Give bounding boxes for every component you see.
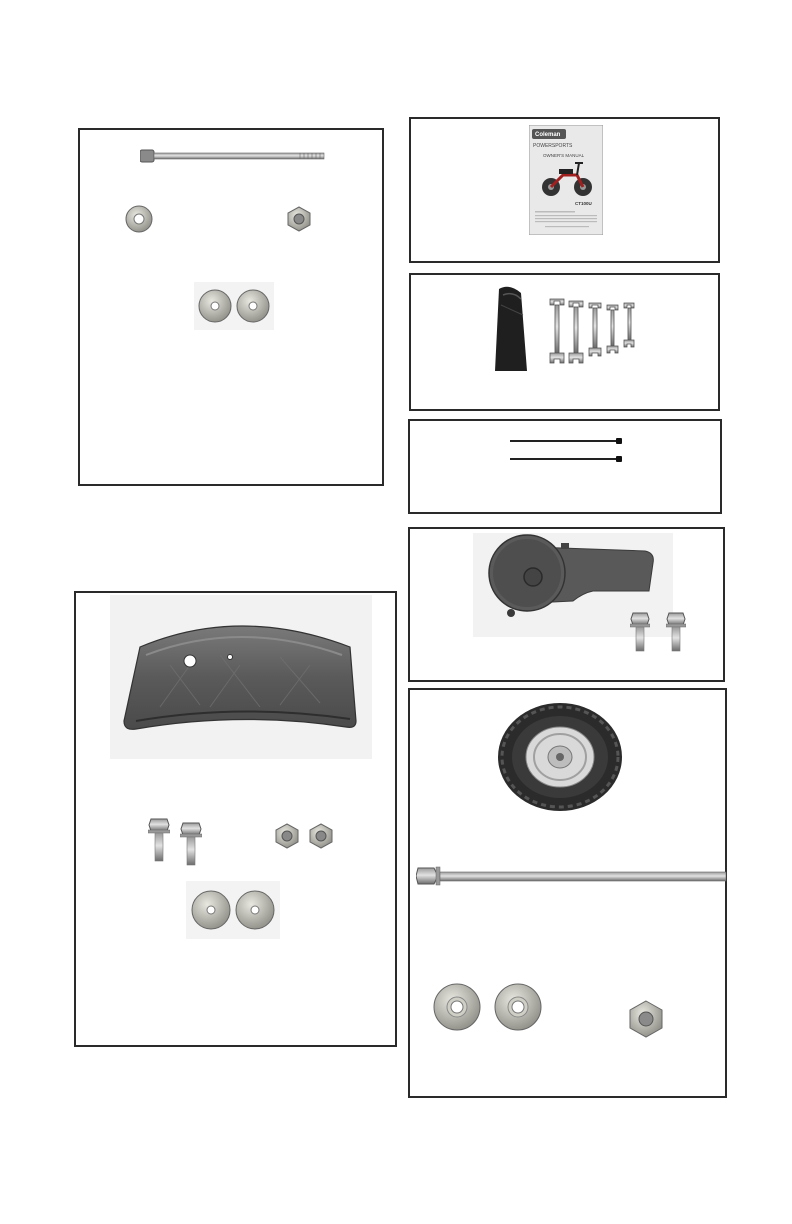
wheel-icon	[496, 702, 624, 812]
front-fender-icon	[110, 595, 372, 759]
panel-owners-manual	[409, 117, 720, 263]
nut-icon	[286, 206, 312, 232]
manual-title-text: OWNER'S MANUAL	[543, 153, 585, 158]
panel-front-fender-kit	[74, 591, 397, 1047]
panel-chain-guard-kit	[408, 527, 725, 682]
manual-brand-text: Coleman	[535, 132, 561, 138]
panel-rear-wheel-kit	[408, 688, 727, 1098]
nut-icon	[274, 823, 300, 849]
panel-cable-ties	[408, 419, 722, 514]
washer-pair	[194, 282, 274, 330]
nut-icon	[628, 1000, 664, 1038]
nut-icon	[308, 823, 334, 849]
flange-bolt-icon	[630, 609, 650, 653]
wrench-icon	[569, 301, 583, 363]
cable-tie-icon	[510, 455, 626, 463]
axle-bolt-icon	[416, 864, 728, 888]
spacer-icon	[124, 204, 154, 234]
panel-tool-kit	[409, 273, 720, 411]
wrench-icon	[624, 303, 634, 347]
wrench-set	[547, 297, 639, 367]
manual-model-text: CT100U	[575, 201, 592, 206]
washer-pair	[432, 982, 552, 1032]
flange-bolt-icon	[180, 819, 202, 867]
owners-manual-booklet	[529, 125, 603, 235]
flange-bolt-icon	[666, 609, 686, 653]
wrench-icon	[550, 299, 564, 363]
panel-front-axle-kit	[78, 128, 384, 486]
wrench-icon	[607, 305, 618, 353]
cable-tie-icon	[510, 437, 626, 445]
manual-line-text: POWERSPORTS	[533, 143, 573, 149]
flange-bolt-icon	[148, 815, 170, 863]
axle-bolt-icon	[140, 148, 330, 164]
tool-pouch-icon	[493, 285, 533, 375]
washer-pair	[186, 881, 280, 939]
wrench-icon	[589, 303, 601, 356]
